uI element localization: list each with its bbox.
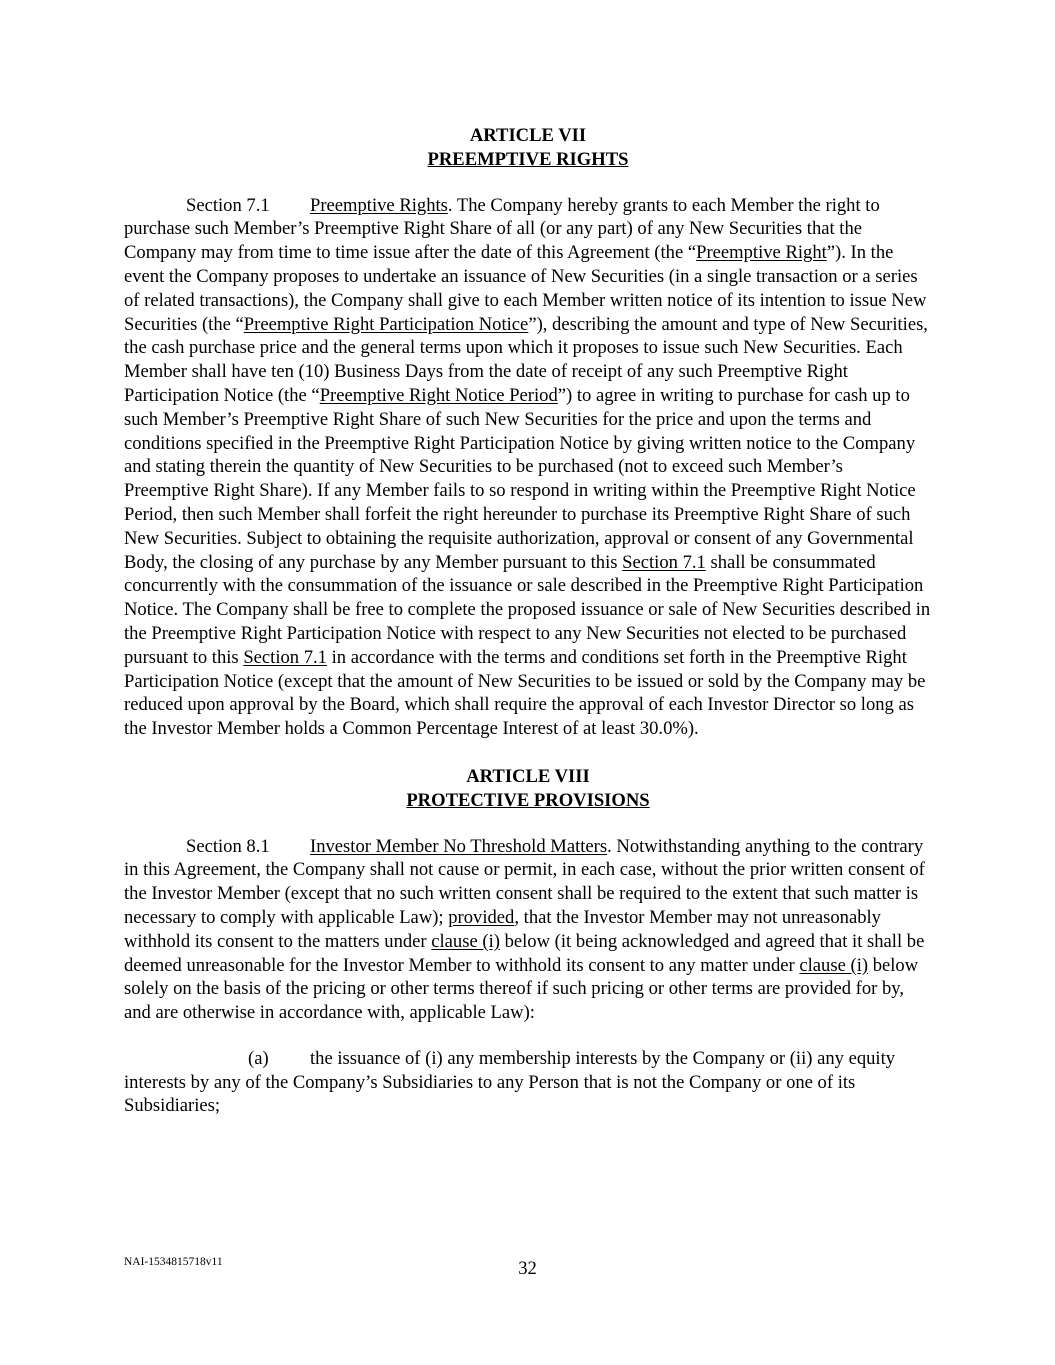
section-8-1-heading: Investor Member No Threshold Matters bbox=[310, 835, 608, 857]
section-7-1-text-1: . The Company hereby grants to each Member the right to purchase such Member’s Preemptive Right Share of all (or any part) of any New Securities that the Company may from time to time issue after the date of this Agreement (the “ bbox=[124, 194, 880, 264]
cross-reference-clause-i: clause (i) bbox=[431, 930, 500, 952]
defined-term-notice-period: Preemptive Right Notice Period bbox=[319, 384, 558, 406]
defined-term-participation-notice: Preemptive Right Participation Notice bbox=[243, 313, 529, 335]
section-7-1-paragraph bbox=[124, 194, 932, 741]
page-number: 32 bbox=[518, 1258, 537, 1279]
section-7-1-heading: Preemptive Rights bbox=[310, 194, 448, 216]
section-8-1-text-4: below solely on the basis of the pricing or other terms thereof if such pricing or other terms are provided for by, and are otherwise in accordance with, applicable Law): bbox=[124, 954, 919, 1024]
section-8-1-number: Section 8.1 bbox=[186, 835, 270, 857]
clause-a-text: the issuance of (i) any membership interests by the Company or (ii) any equity interests by any of the Company’s Subsidiaries to any Person that is not the Company or one of its Subsidiaries; bbox=[124, 1047, 896, 1117]
article-viii-subtitle: PROTECTIVE PROVISIONS bbox=[406, 789, 650, 811]
section-8-1-text-1: . Notwithstanding anything to the contrary in this Agreement, the Company shall not cause or permit, in each case, without the prior written consent of the Investor Member (except that no such written consent shall be required to the extent that such matter is necessary to comply with applicable Law); bbox=[124, 835, 925, 928]
section-7-1-number: Section 7.1 bbox=[186, 194, 270, 216]
cross-reference-section-7-1: Section 7.1 bbox=[622, 551, 706, 573]
article-viii-heading bbox=[124, 765, 932, 813]
article-viii-title: ARTICLE VIII bbox=[466, 765, 590, 787]
article-vii-subtitle: PREEMPTIVE RIGHTS bbox=[427, 148, 629, 170]
section-7-1-text-3: ”), describing the amount and type of New Securities, the cash purchase price and the general terms upon which it proposes to issue such New Securities. Each Member shall have ten (10) Business Days from the date of receipt of any such Preemptive Right Participation Notice (the “ bbox=[124, 313, 928, 406]
document-id: NAI-1534815718v11 bbox=[124, 1256, 223, 1268]
cross-reference-clause-i: clause (i) bbox=[799, 954, 869, 976]
section-7-1-text-2: ”). In the event the Company proposes to undertake an issuance of New Securities (in a single transaction or a series of related transactions), the Company shall give to each Member written notice of its intention to issue New Securities (the “ bbox=[124, 242, 927, 335]
document-page bbox=[124, 124, 932, 1118]
section-8-1-paragraph bbox=[124, 835, 932, 1025]
cross-reference-section-7-1: Section 7.1 bbox=[243, 646, 327, 668]
clause-a-paragraph bbox=[124, 1047, 932, 1118]
term-provided: provided bbox=[448, 906, 515, 928]
section-7-1-text-5: shall be consummated concurrently with the consummation of the issuance or sale described in the Preemptive Right Participation Notice. The Company shall be free to complete the proposed issuance or sale of New Securities described in the Preemptive Right Participation Notice with respect to any New Securities not elected to be purchased pursuant to this bbox=[124, 551, 931, 668]
section-7-1-text-6: in accordance with the terms and conditions set forth in the Preemptive Right Participation Notice (except that the amount of New Securities to be issued or sold by the Company may be reduced upon approval by the Board, which shall require the approval of each Investor Director so long as the Investor Member holds a Common Percentage Interest of at least 30.0%). bbox=[124, 646, 926, 740]
clause-a-label: (a) bbox=[248, 1047, 269, 1069]
article-vii-heading bbox=[124, 124, 932, 172]
defined-term-preemptive-right: Preemptive Right bbox=[696, 242, 827, 264]
section-8-1-text-3: below (it being acknowledged and agreed that it shall be deemed unreasonable for the Investor Member to withhold its consent to any matter under bbox=[124, 930, 925, 976]
section-7-1-text-4: ”) to agree in writing to purchase for cash up to such Member’s Preemptive Right Share of such New Securities for the price and upon the terms and conditions specified in the Preemptive Right Participation Notice by giving written notice to the Company and stating therein the quantity of New Securities to be purchased (not to exceed such Member’s Preemptive Right Share). If any Member fails to so respond in writing within the Preemptive Right Notice Period, then such Member shall forfeit the right hereunder to purchase its Preemptive Right Share of such New Securities. Subject to obtaining the requisite authorization, approval or consent of any Governmental Body, the closing of any purchase by any Member pursuant to this bbox=[124, 384, 916, 573]
article-vii-title: ARTICLE VII bbox=[469, 125, 587, 146]
section-8-1-text-2: , that the Investor Member may not unreasonably withhold its consent to the matters under bbox=[124, 906, 881, 952]
